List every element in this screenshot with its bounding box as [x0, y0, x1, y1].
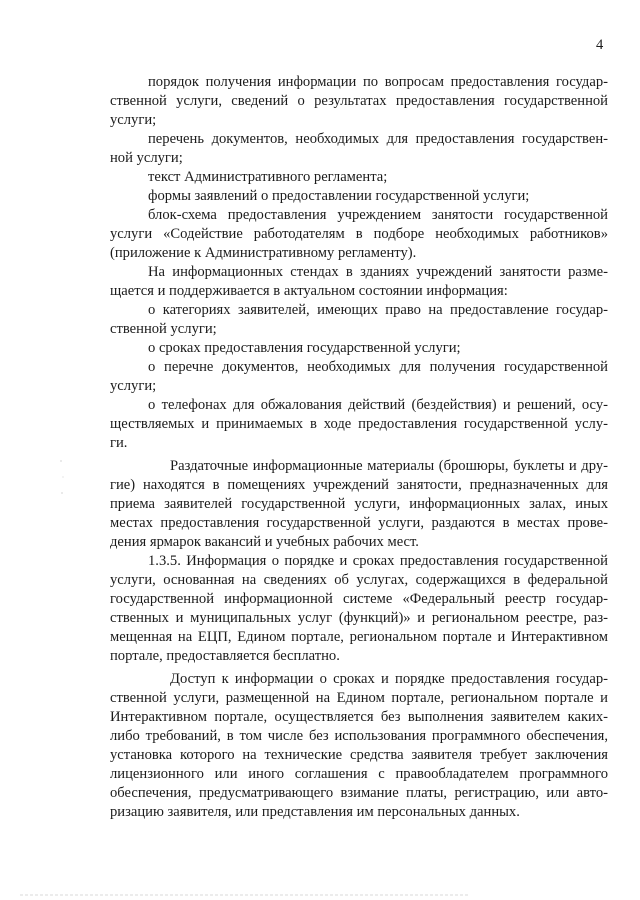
text-line: о перечне документов, необходимых для получения государственной — [148, 359, 608, 375]
text-line: Раздаточные информационные материалы (брошюры, буклеты и дру- — [170, 458, 608, 474]
text-line: ственной услуги, размещенной на Едином портале, региональном портале и — [110, 690, 608, 706]
text-line: мещенная на ЕЦП, Едином портале, региональном портале и Интерактивном — [110, 629, 608, 645]
text-line: порядок получения информации по вопросам предоставления государ- — [148, 74, 608, 90]
text-line: На информационных стендах в зданиях учреждений занятости разме- — [148, 264, 608, 280]
text-line: приема заявителей государственной услуги, информационных залах, иных — [110, 496, 608, 512]
text-line: установка которого на технические средства заявителя требует заключения — [110, 747, 608, 763]
text-line: (приложение к Административному регламенту). — [110, 245, 417, 261]
scan-bottom-edge — [0, 889, 640, 900]
text-line: дения ярмарок вакансий и учебных рабочих мест. — [110, 534, 419, 550]
text-line: о сроках предоставления государственной услуги; — [148, 340, 461, 356]
text-line: ственных и муниципальных услуг (функций)» и региональном реестре, раз- — [110, 610, 608, 626]
text-line: ществляемых и принимаемых в ходе предоставления государственной услу- — [110, 416, 608, 432]
text-line: государственной информационной системе «Федеральный реестр государ- — [110, 591, 608, 607]
text-line: о категориях заявителей, имеющих право на предоставление государ- — [148, 302, 608, 318]
text-line: местах предоставления государственной услуги, раздаются в местах прове- — [110, 515, 608, 531]
text-line: либо требований, в том числе без использования программного обеспечения, — [110, 728, 608, 744]
text-line: блок-схема предоставления учреждением занятости государственной — [148, 207, 608, 223]
text-line: ственной услуги; — [110, 321, 217, 337]
text-line: гие) находятся в помещениях учреждений занятости, предназначенных для — [110, 477, 608, 493]
text-line: услуги; — [110, 112, 157, 128]
text-line: услуги «Содействие работодателям в подборе необходимых работников» — [110, 226, 608, 242]
text-line: ственной услуги, сведений о результатах предоставления государственной — [110, 93, 608, 109]
text-line: услуги; — [110, 378, 157, 394]
text-line: обеспечения, предусматривающего взимание платы, регистрацию, или авто- — [110, 785, 608, 801]
text-line: лицензионного или иного соглашения с правообладателем программного — [110, 766, 608, 782]
text-line: щается и поддерживается в актуальном состоянии информация: — [110, 283, 508, 299]
text-line: формы заявлений о предоставлении государственной услуги; — [148, 188, 530, 204]
text-line: портале, предоставляется бесплатно. — [110, 648, 340, 664]
text-line: Интерактивном портале, осуществляется без выполнения заявителем каких- — [110, 709, 608, 725]
text-line: перечень документов, необходимых для предоставления государствен- — [148, 131, 608, 147]
text-line: ги. — [110, 435, 128, 451]
text-line: текст Административного регламента; — [148, 169, 388, 185]
text-line: 1.3.5. Информация о порядке и сроках предоставления государственной — [148, 553, 608, 569]
text-line: услуги, основанная на сведениях об услугах, содержащихся в федеральной — [110, 572, 608, 588]
page-number: 4 — [596, 37, 604, 53]
text-line: Доступ к информации о сроках и порядке предоставления государ- — [170, 671, 608, 687]
text-line: ной услуги; — [110, 150, 183, 166]
text-line: о телефонах для обжалования действий (бездействия) и решений, осу- — [148, 397, 608, 413]
text-line: ризацию заявителя, или представления им персональных данных. — [110, 804, 520, 820]
scan-specks — [58, 455, 68, 505]
